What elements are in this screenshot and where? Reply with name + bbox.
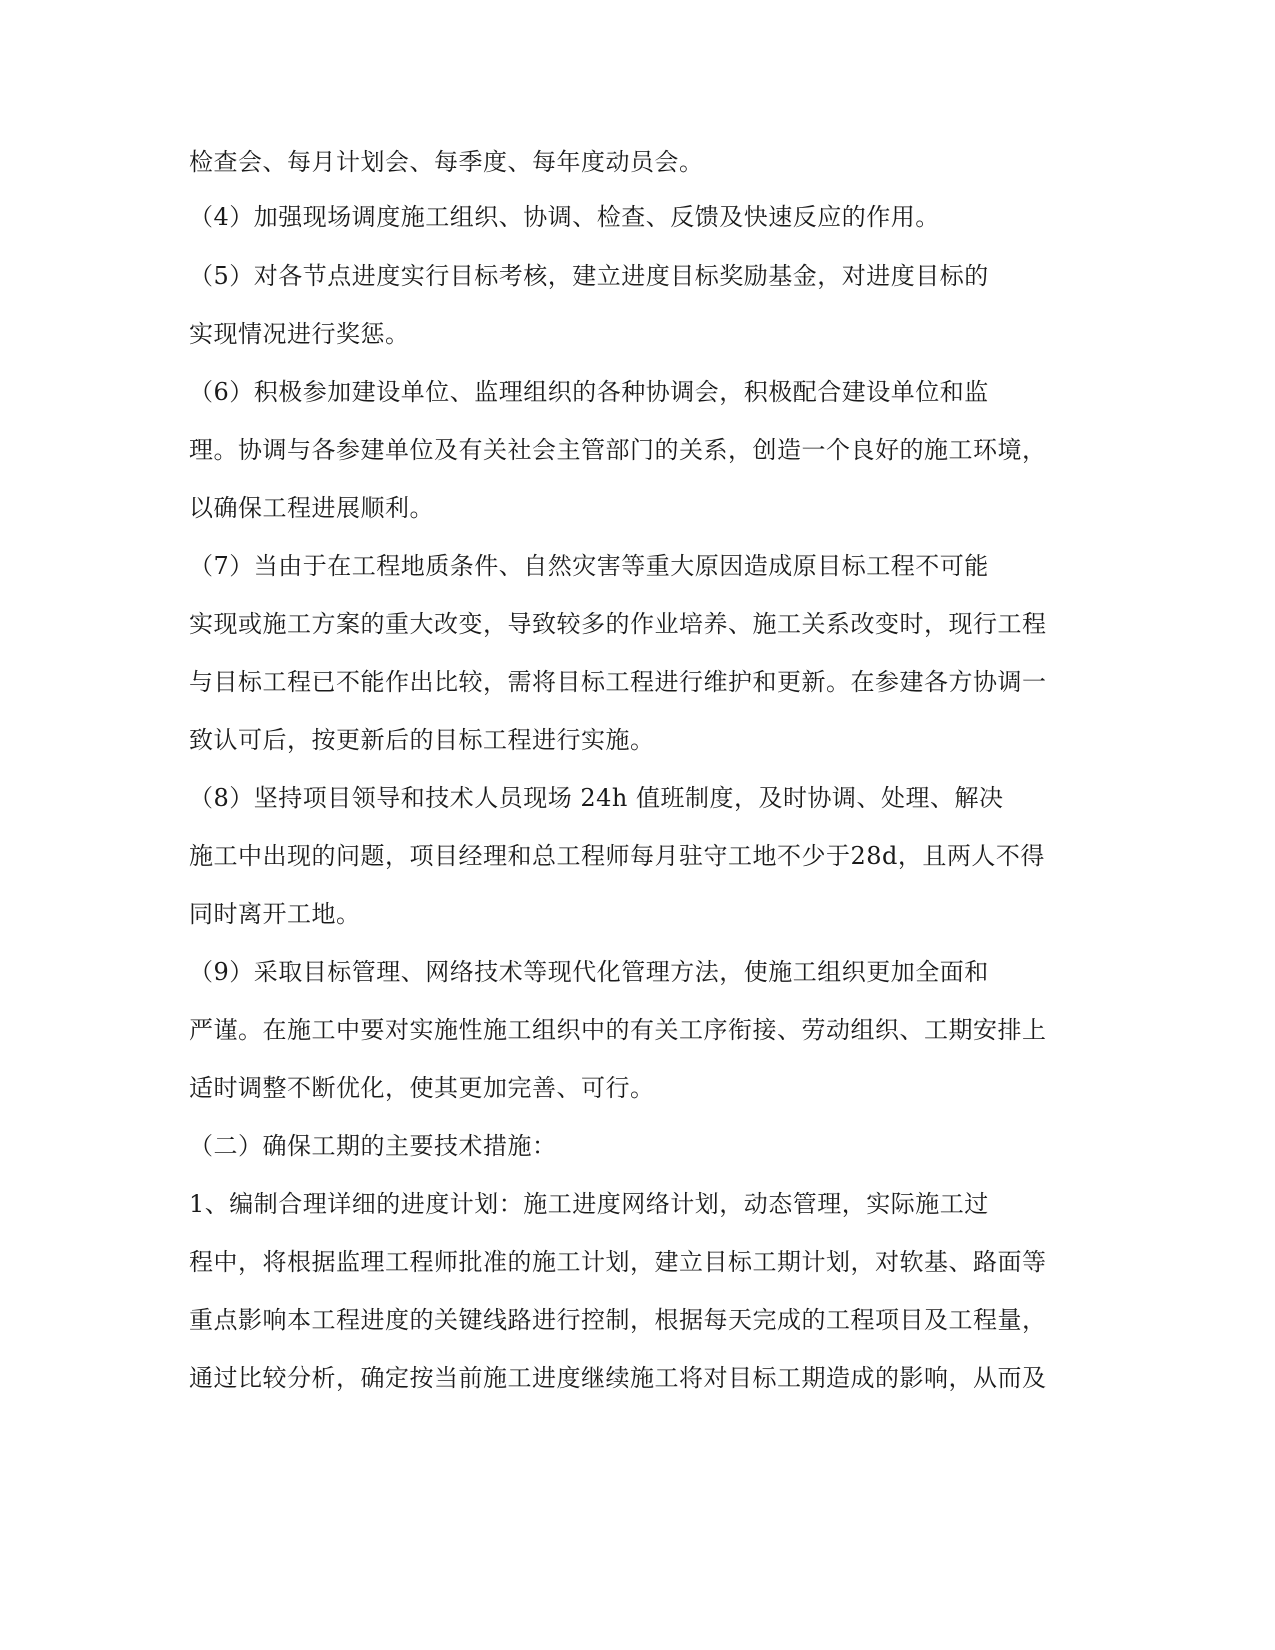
text-line-4: 实现情况进行奖惩。	[189, 320, 410, 348]
text-line-19: 1、编制合理详细的进度计划：施工进度网络计划，动态管理，实际施工过	[189, 1190, 989, 1218]
text-line-22: 通过比较分析，确定按当前施工进度继续施工将对目标工期造成的影响，从而及	[189, 1364, 1047, 1392]
text-line-16: 严谨。在施工中要对实施性施工组织中的有关工序衔接、劳动组织、工期安排上	[189, 1016, 1047, 1044]
text-line-3: （5）对各节点进度实行目标考核，建立进度目标奖励基金，对进度目标的	[189, 262, 989, 290]
text-line-9: 实现或施工方案的重大改变，导致较多的作业培养、施工关系改变时，现行工程	[189, 610, 1047, 638]
text-line-14: 同时离开工地。	[189, 900, 361, 928]
text-line-6: 理。协调与各参建单位及有关社会主管部门的关系，创造一个良好的施工环境，	[189, 436, 1047, 464]
text-line-13: 施工中出现的问题，项目经理和总工程师每月驻守工地不少于28d，且两人不得	[189, 842, 1045, 870]
text-line-12: （8）坚持项目领导和技术人员现场 24h 值班制度，及时协调、处理、解决	[189, 784, 1004, 812]
text-line-21: 重点影响本工程进度的关键线路进行控制，根据每天完成的工程项目及工程量，	[189, 1306, 1047, 1334]
text-line-11: 致认可后，按更新后的目标工程进行实施。	[189, 726, 655, 754]
text-line-5: （6）积极参加建设单位、监理组织的各种协调会，积极配合建设单位和监	[189, 378, 989, 406]
text-line-20: 程中，将根据监理工程师批准的施工计划，建立目标工期计划，对软基、路面等	[189, 1248, 1047, 1276]
text-line-2: （4）加强现场调度施工组织、协调、检查、反馈及快速反应的作用。	[189, 203, 940, 231]
text-line-15: （9）采取目标管理、网络技术等现代化管理方法，使施工组织更加全面和	[189, 958, 989, 986]
text-line-8: （7）当由于在工程地质条件、自然灾害等重大原因造成原目标工程不可能	[189, 552, 989, 580]
text-line-1: 检查会、每月计划会、每季度、每年度动员会。	[189, 148, 704, 176]
text-line-18: （二）确保工期的主要技术措施：	[189, 1132, 557, 1160]
text-line-7: 以确保工程进展顺利。	[189, 494, 434, 522]
text-line-10: 与目标工程已不能作出比较，需将目标工程进行维护和更新。在参建各方协调一	[189, 668, 1047, 696]
text-line-17: 适时调整不断优化，使其更加完善、可行。	[189, 1074, 655, 1102]
